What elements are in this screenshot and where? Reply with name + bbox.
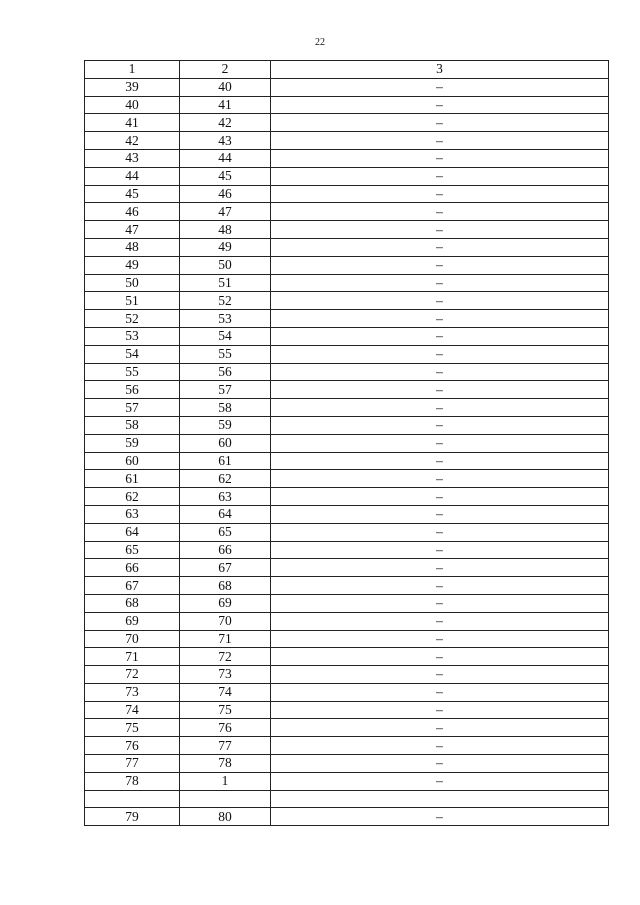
table-cell-col-1: 60 xyxy=(85,452,180,470)
table-cell-col-3: – xyxy=(271,470,609,488)
table-cell-col-1: 72 xyxy=(85,666,180,684)
table-cell-col-2: 78 xyxy=(180,755,271,773)
table-row xyxy=(85,719,609,737)
table-cell-col-3: – xyxy=(271,594,609,612)
table-row xyxy=(85,399,609,417)
table-cell-col-2: 50 xyxy=(180,256,271,274)
table-cell-col-3: – xyxy=(271,96,609,114)
table-cell-col-3: – xyxy=(271,327,609,345)
table-cell-col-2: 45 xyxy=(180,167,271,185)
table-cell-col-3: – xyxy=(271,149,609,167)
table-cell-col-2: 40 xyxy=(180,78,271,96)
table-cell-col-2: 43 xyxy=(180,132,271,150)
table-cell-col-2: 58 xyxy=(180,399,271,417)
table-cell-col-3: – xyxy=(271,238,609,256)
table-row xyxy=(85,149,609,167)
table-cell-col-2: 56 xyxy=(180,363,271,381)
table-cell-col-1: 75 xyxy=(85,719,180,737)
table-cell-col-2: 55 xyxy=(180,345,271,363)
table-cell-col-2: 47 xyxy=(180,203,271,221)
table-row xyxy=(85,683,609,701)
table-cell-col-2: 66 xyxy=(180,541,271,559)
table-cell-col-1: 71 xyxy=(85,648,180,666)
table-cell-col-3: – xyxy=(271,132,609,150)
table-cell-col-1: 58 xyxy=(85,416,180,434)
table-row xyxy=(85,772,609,790)
table-cell-col-3: – xyxy=(271,399,609,417)
column-header-2: 2 xyxy=(180,61,271,79)
table-cell-col-2: 49 xyxy=(180,238,271,256)
table-row xyxy=(85,434,609,452)
table-cell-col-2: 75 xyxy=(180,701,271,719)
table-cell-col-2: 68 xyxy=(180,577,271,595)
table-cell-col-2: 57 xyxy=(180,381,271,399)
table-cell-col-1: 42 xyxy=(85,132,180,150)
table-cell-col-1: 65 xyxy=(85,541,180,559)
table-row xyxy=(85,363,609,381)
table-cell-col-2: 44 xyxy=(180,149,271,167)
table-row xyxy=(85,274,609,292)
table-cell-col-3: – xyxy=(271,808,609,826)
table-cell-col-3: – xyxy=(271,78,609,96)
table-cell-col-3: – xyxy=(271,488,609,506)
table-cell-col-1: 49 xyxy=(85,256,180,274)
table-cell-col-3: – xyxy=(271,185,609,203)
table-cell-col-3: – xyxy=(271,737,609,755)
table-cell-col-3: – xyxy=(271,292,609,310)
table-cell-col-2: 52 xyxy=(180,292,271,310)
table-cell-col-1: 64 xyxy=(85,523,180,541)
table-row xyxy=(85,185,609,203)
table-cell-col-1: 62 xyxy=(85,488,180,506)
table-cell-col-2 xyxy=(180,790,271,808)
table-cell-col-2: 72 xyxy=(180,648,271,666)
table-cell-col-2: 42 xyxy=(180,114,271,132)
table-row xyxy=(85,96,609,114)
table-cell-col-1: 68 xyxy=(85,594,180,612)
table-row xyxy=(85,523,609,541)
table-cell-col-1: 76 xyxy=(85,737,180,755)
table-row xyxy=(85,648,609,666)
table-row xyxy=(85,310,609,328)
table-cell-col-2: 51 xyxy=(180,274,271,292)
table-cell-col-3: – xyxy=(271,221,609,239)
table-cell-col-1: 41 xyxy=(85,114,180,132)
table-cell-col-1: 48 xyxy=(85,238,180,256)
table-row xyxy=(85,327,609,345)
table-row xyxy=(85,808,609,826)
table-cell-col-2: 53 xyxy=(180,310,271,328)
table-cell-col-1: 74 xyxy=(85,701,180,719)
table-row xyxy=(85,132,609,150)
table-cell-col-1: 57 xyxy=(85,399,180,417)
table-cell-col-1: 56 xyxy=(85,381,180,399)
table-cell-col-1: 52 xyxy=(85,310,180,328)
table-cell-col-1: 43 xyxy=(85,149,180,167)
table-cell-col-1: 78 xyxy=(85,772,180,790)
column-header-3: 3 xyxy=(271,61,609,79)
table-cell-col-1 xyxy=(85,790,180,808)
table-cell-col-3: – xyxy=(271,203,609,221)
table-cell-col-3: – xyxy=(271,363,609,381)
table-row xyxy=(85,203,609,221)
data-table xyxy=(84,60,609,826)
table-cell-col-1: 73 xyxy=(85,683,180,701)
table-cell-col-2: 63 xyxy=(180,488,271,506)
table-row xyxy=(85,701,609,719)
table-cell-col-2: 77 xyxy=(180,737,271,755)
table-row xyxy=(85,737,609,755)
column-header-1: 1 xyxy=(85,61,180,79)
table-cell-col-2: 65 xyxy=(180,523,271,541)
table-cell-col-2: 46 xyxy=(180,185,271,203)
table-cell-col-1: 47 xyxy=(85,221,180,239)
table-cell-col-3 xyxy=(271,790,609,808)
table-cell-col-1: 54 xyxy=(85,345,180,363)
table-cell-col-1: 40 xyxy=(85,96,180,114)
table-cell-col-2: 74 xyxy=(180,683,271,701)
table-cell-col-3: – xyxy=(271,310,609,328)
table-row xyxy=(85,559,609,577)
table-cell-col-3: – xyxy=(271,701,609,719)
table-cell-col-2: 76 xyxy=(180,719,271,737)
table-row xyxy=(85,470,609,488)
table-row xyxy=(85,790,609,808)
table-cell-col-3: – xyxy=(271,416,609,434)
table-cell-col-3: – xyxy=(271,345,609,363)
table-row xyxy=(85,755,609,773)
table-cell-col-3: – xyxy=(271,541,609,559)
table-cell-col-3: – xyxy=(271,274,609,292)
table-cell-col-3: – xyxy=(271,666,609,684)
table-cell-col-2: 48 xyxy=(180,221,271,239)
table-cell-col-3: – xyxy=(271,772,609,790)
table-row xyxy=(85,416,609,434)
table-row xyxy=(85,381,609,399)
page-number: 22 xyxy=(315,37,325,48)
table-cell-col-2: 61 xyxy=(180,452,271,470)
table-cell-col-3: – xyxy=(271,523,609,541)
table-cell-col-3: – xyxy=(271,114,609,132)
table-cell-col-1: 79 xyxy=(85,808,180,826)
table-row xyxy=(85,488,609,506)
table-row xyxy=(85,505,609,523)
table-row xyxy=(85,256,609,274)
table-cell-col-1: 77 xyxy=(85,755,180,773)
table-cell-col-2: 60 xyxy=(180,434,271,452)
table-cell-col-3: – xyxy=(271,559,609,577)
table-row xyxy=(85,541,609,559)
table-cell-col-2: 80 xyxy=(180,808,271,826)
table-row xyxy=(85,167,609,185)
table-cell-col-1: 69 xyxy=(85,612,180,630)
table-cell-col-1: 46 xyxy=(85,203,180,221)
table-cell-col-2: 70 xyxy=(180,612,271,630)
table-row xyxy=(85,221,609,239)
table-cell-col-3: – xyxy=(271,719,609,737)
table-cell-col-2: 71 xyxy=(180,630,271,648)
table-row xyxy=(85,78,609,96)
table-body xyxy=(85,78,609,825)
table-cell-col-2: 54 xyxy=(180,327,271,345)
table-cell-col-2: 67 xyxy=(180,559,271,577)
table-row xyxy=(85,452,609,470)
table-cell-col-1: 67 xyxy=(85,577,180,595)
table-row xyxy=(85,666,609,684)
table-cell-col-1: 39 xyxy=(85,78,180,96)
table-row xyxy=(85,612,609,630)
table-row xyxy=(85,114,609,132)
table-cell-col-1: 59 xyxy=(85,434,180,452)
table-row xyxy=(85,630,609,648)
table-cell-col-1: 51 xyxy=(85,292,180,310)
table-cell-col-1: 55 xyxy=(85,363,180,381)
table-cell-col-2: 41 xyxy=(180,96,271,114)
table-cell-col-3: – xyxy=(271,505,609,523)
table-cell-col-1: 70 xyxy=(85,630,180,648)
table-cell-col-2: 1 xyxy=(180,772,271,790)
table-cell-col-1: 66 xyxy=(85,559,180,577)
table-cell-col-2: 59 xyxy=(180,416,271,434)
table-row xyxy=(85,594,609,612)
table-cell-col-3: – xyxy=(271,381,609,399)
table-cell-col-2: 62 xyxy=(180,470,271,488)
table-cell-col-3: – xyxy=(271,630,609,648)
table-row xyxy=(85,345,609,363)
table-row xyxy=(85,577,609,595)
table-cell-col-3: – xyxy=(271,167,609,185)
table-cell-col-2: 64 xyxy=(180,505,271,523)
table-cell-col-3: – xyxy=(271,256,609,274)
table-cell-col-1: 44 xyxy=(85,167,180,185)
table-cell-col-3: – xyxy=(271,452,609,470)
table-cell-col-1: 50 xyxy=(85,274,180,292)
table-cell-col-3: – xyxy=(271,683,609,701)
table-cell-col-1: 53 xyxy=(85,327,180,345)
table-cell-col-1: 61 xyxy=(85,470,180,488)
table-cell-col-3: – xyxy=(271,434,609,452)
table-cell-col-3: – xyxy=(271,755,609,773)
table-header-row xyxy=(85,61,609,79)
table-row xyxy=(85,292,609,310)
table-cell-col-2: 69 xyxy=(180,594,271,612)
table-cell-col-3: – xyxy=(271,577,609,595)
table-row xyxy=(85,238,609,256)
table-cell-col-3: – xyxy=(271,612,609,630)
table-cell-col-2: 73 xyxy=(180,666,271,684)
table-cell-col-1: 45 xyxy=(85,185,180,203)
table-cell-col-3: – xyxy=(271,648,609,666)
table-cell-col-1: 63 xyxy=(85,505,180,523)
